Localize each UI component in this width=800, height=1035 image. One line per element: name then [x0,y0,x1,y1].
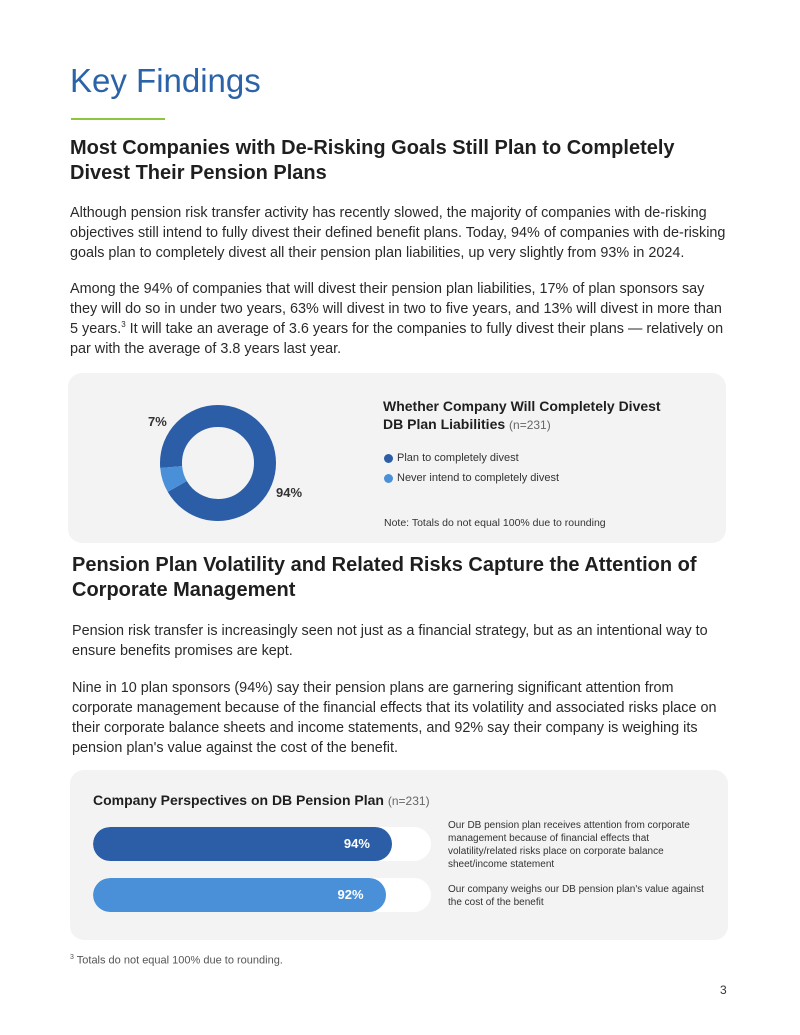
bar-track-weighs [93,878,431,912]
bar-desc-attention: Our DB pension plan receives attention from corporate management because of financial effects that volatility/related risks place on corporate balance sheet/income statement [448,820,690,870]
bar-track-attention [93,827,431,861]
bar-chart-sample-size: (n=231) [387,794,430,808]
bar-chart-title [93,792,430,808]
footnote-ref: 3 [121,320,126,330]
bar-value-weighs: 92% [337,887,364,902]
donut-sample-size: (n=231) [509,418,551,432]
donut-chart-note: Note: Totals do not equal 100% due to rounding [384,517,606,529]
section2-paragraph-1: Pension risk transfer is increasingly seen not just as a financial strategy, but as an intentional way to ensure benefits promises are kept. [72,623,708,659]
page-number: 3 [720,983,727,997]
donut-chart-panel [68,373,726,543]
footnote [70,954,283,967]
donut-label-plan: 94% [276,485,303,500]
section1-paragraph-2 [70,279,732,359]
bar-chart-title-text: Company Perspectives on DB Pension Plan [93,792,384,808]
legend-item-plan [384,452,519,464]
section2-paragraph-2: Nine in 10 plan sponsors (94%) say their pension plans are garnering significant attention from corporate management because of the financial effects that its volatility and associated risks place on their corporate balance sheets and income statements, and 92% say their company is weighing its pension plan's value against the cost of the benefit. [72,680,717,756]
bar-desc-weighs: Our company weighs our DB pension plan's value against the cost of the benefit [448,884,704,908]
legend-dot-never [384,474,393,483]
donut-chart [158,403,278,523]
section1-paragraph-2-b: It will take an average of 3.6 years for the companies to fully divest their plans — relatively on par with the average of 3.8 years last year. [70,321,724,357]
page-title: Key Findings [70,62,261,99]
donut-title-text: Whether Company Will Completely Divest DB Plan Liabilities [383,398,661,432]
legend-label-never: Never intend to completely divest [397,472,560,484]
title-underline [71,118,165,120]
legend-label-plan: Plan to completely divest [397,452,519,464]
donut-slice-plan [171,416,265,510]
bar-chart-panel [70,770,728,940]
legend-dot-plan [384,454,393,463]
legend-item-never [384,472,559,484]
section1-paragraph-1: Although pension risk transfer activity has recently slowed, the majority of companies with de-risking objectives still intend to fully divest their defined benefit plans. Today, 94% of companies with de-risking goals plan to completely divest all their pension plan liabilities, up very slightly from 93% in 2024. [70,205,726,261]
donut-chart-title [383,397,683,434]
donut-label-never: 7% [148,414,167,429]
section1-heading: Most Companies with De-Risking Goals Still Plan to Completely Divest Their Pension Plans [70,137,675,184]
bar-value-attention: 94% [343,836,370,851]
footnote-marker: 3 [70,954,74,961]
footnote-text: Totals do not equal 100% due to rounding. [73,954,283,967]
section1-paragraph-2-a: Among the 94% of companies that will divest their pension plan liabilities, 17% of plan sponsors say they will do so in under two years, 63% will divest in two to five years, and 13% will divest in more than 5 years. [70,281,722,337]
section2-heading: Pension Plan Volatility and Related Risks Capture the Attention of Corporate Management [72,554,697,601]
